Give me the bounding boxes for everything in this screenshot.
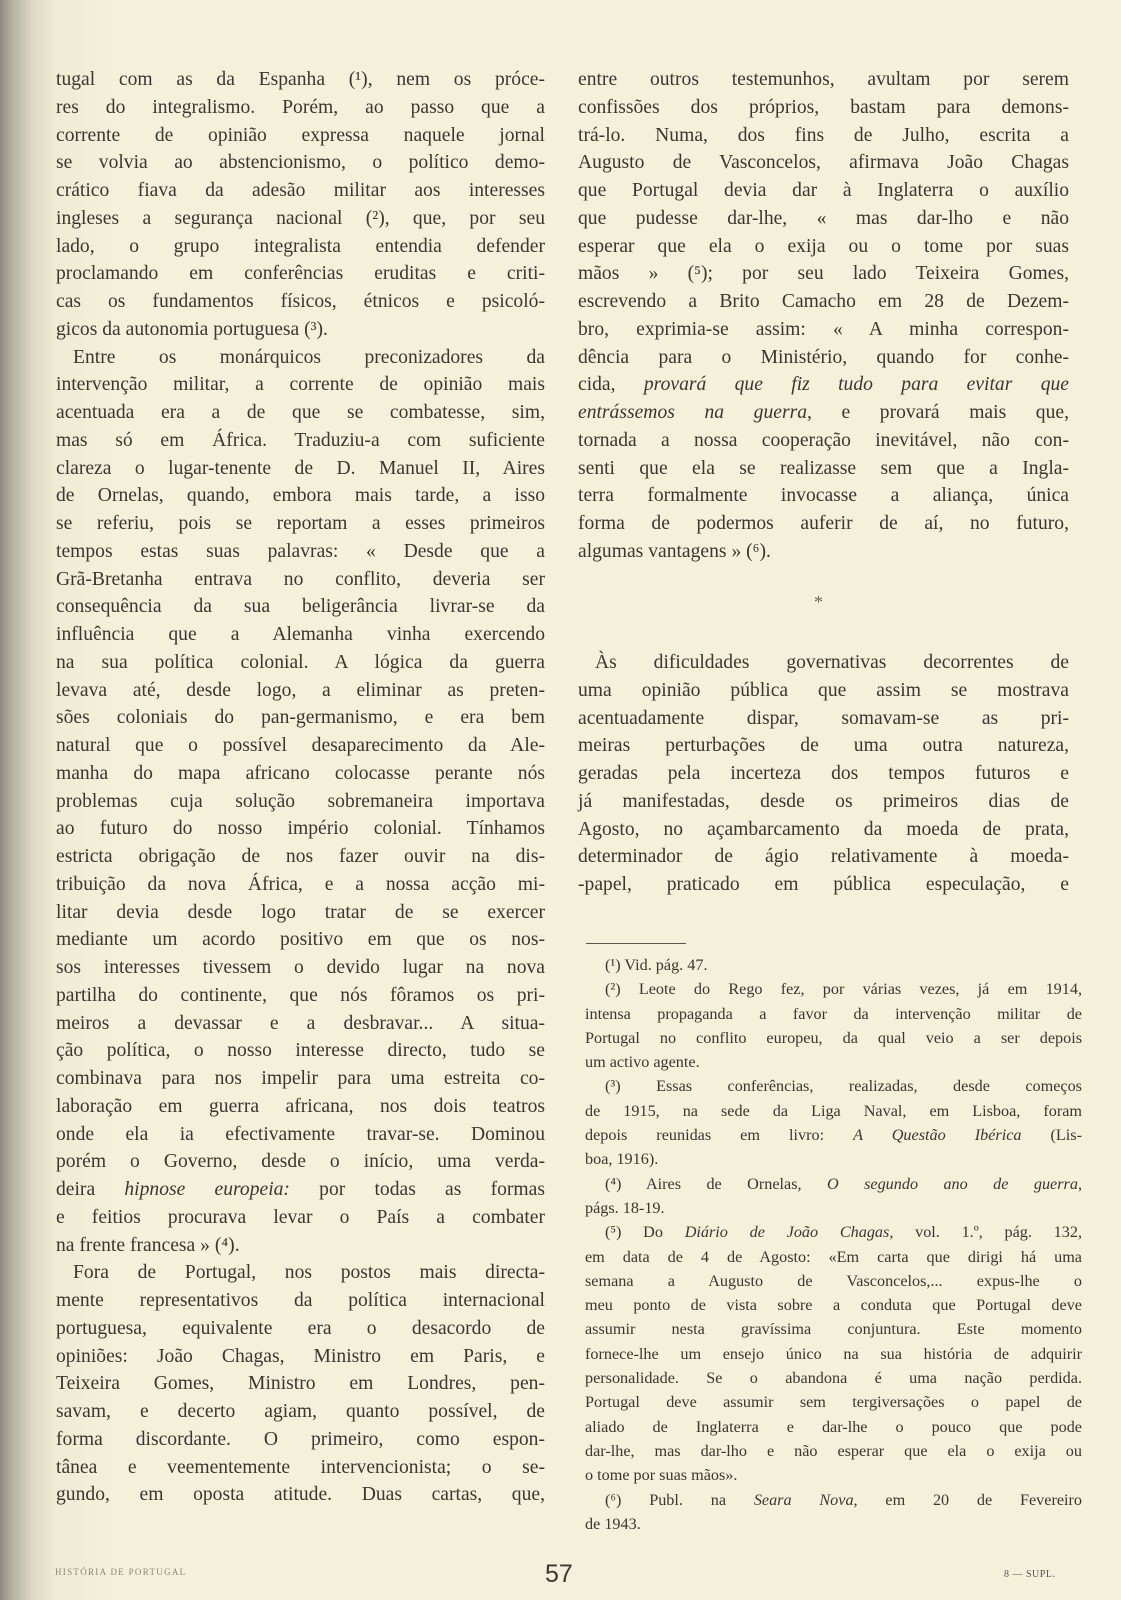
- italic-text: Diário de João Chagas: [684, 1223, 890, 1242]
- text-line: [585, 1172, 1082, 1196]
- text-line: geradas pela incerteza dos tempos futuros e: [578, 763, 1069, 784]
- text-line: tugal com as da Espanha (¹), nem os próce-: [56, 69, 545, 90]
- text-line: litar devia desde logo tratar de se exercer: [56, 901, 545, 923]
- text-line: mediante um acordo positivo em que os nos-: [56, 929, 545, 951]
- text-line: tempos estas suas palavras: « Desde que a: [56, 540, 545, 562]
- running-footer-title: HISTÓRIA DE PORTUGAL: [55, 1567, 187, 1577]
- text-line: de 1943.: [585, 1514, 641, 1533]
- text-line: gicos da autonomia portuguesa (³).: [56, 318, 328, 340]
- text-line: porém o Governo, desde o início, uma verda-: [56, 1151, 545, 1173]
- text-line: acentuadamente dispar, somavam-se as pri-: [578, 707, 1069, 729]
- text-line: manha do mapa africano colocasse perante nós: [56, 762, 545, 784]
- text-line: partilha do continente, que nós fôramos os pri-: [56, 984, 545, 1006]
- text-line: Portugal deve assumir sem tergiversações o papel de: [585, 1393, 1082, 1412]
- paragraph: [585, 1488, 1082, 1537]
- text-segment: cida,: [578, 374, 644, 396]
- text-line: influência que a Alemanha vinha exercendo: [56, 624, 545, 645]
- text-line: Portugal no conflito europeu, da qual veio a ser depois: [585, 1028, 1082, 1047]
- text-line: [585, 1488, 1082, 1512]
- text-line: corrente de opinião expressa naquele jornal: [56, 124, 545, 146]
- text-line: savam, e decerto agiam, quanto possível, de: [56, 1401, 545, 1422]
- text-line: intensa propaganda a favor da intervenção militar de: [585, 1004, 1082, 1023]
- text-line: entre outros testemunhos, avultam por serem: [578, 69, 1069, 90]
- text-segment: , vol. 1.º, pág. 132,: [889, 1223, 1083, 1242]
- text-line: meu ponto de vista sobre a conduta que Portugal deve: [585, 1296, 1082, 1315]
- text-line: onde ela ia efectivamente travar-se. Dominou: [56, 1123, 545, 1145]
- text-line: ção política, o nosso interesse directo, tudo se: [56, 1040, 545, 1062]
- text-line: [56, 1176, 545, 1204]
- text-line: Augusto de Vasconcelos, afirmava João Chagas: [578, 152, 1069, 174]
- text-line: [578, 371, 1069, 399]
- text-line: um activo agente.: [585, 1053, 700, 1072]
- text-segment: (⁶) Publ. na: [605, 1490, 754, 1509]
- text-line: (²) Leote do Rego fez, por várias vezes, já em 1914,: [605, 980, 1082, 999]
- text-line: sões coloniais do pan-germanismo, e era bem: [56, 707, 545, 729]
- text-line: confissões dos próprios, bastam para demons-: [578, 96, 1069, 118]
- text-line: semana a Augusto de Vasconcelos,... expus-lhe o: [585, 1271, 1082, 1290]
- italic-text: entrássemos na guerra,: [578, 402, 812, 423]
- right-column-bottom: [578, 649, 1069, 899]
- text-line: lado, o grupo integralista entendia defender: [56, 235, 545, 257]
- text-line: mente representativos da política internacional: [56, 1290, 545, 1311]
- text-line: mãos » (⁵); por seu lado Teixeira Gomes,: [578, 263, 1069, 285]
- text-line: problemas cuja solução sobremaneira importava: [56, 790, 545, 812]
- text-line: escrevendo a Brito Camacho em 28 de Dezem-: [578, 291, 1069, 312]
- text-line: Agosto, no açambarcamento da moeda de prata,: [578, 818, 1069, 840]
- paragraph: [585, 1074, 1082, 1171]
- paragraph: [578, 649, 1069, 899]
- text-line: aliado de Inglaterra e dar-lhe o pouco que pode: [585, 1417, 1082, 1436]
- text-line: determinador de ágio relativamente à moeda-: [578, 846, 1069, 868]
- text-line: portuguesa, equivalente era o desacordo de: [56, 1317, 545, 1339]
- text-segment: ,: [1077, 1174, 1082, 1193]
- text-line: Grã-Bretanha entrava no conflito, deveria ser: [56, 568, 545, 590]
- text-segment: deira: [56, 1179, 125, 1200]
- text-line: bro, exprimia-se assim: « A minha correspon-: [578, 318, 1069, 340]
- paragraph: [585, 1220, 1082, 1487]
- text-line: esperar que ela o exija ou o tome por suas: [578, 235, 1069, 257]
- signature-mark: 8 — SUPL.: [1004, 1569, 1056, 1580]
- text-line: que pudesse dar-lhe, « mas dar-lho e não: [578, 207, 1069, 229]
- paragraph: [578, 66, 1069, 566]
- text-segment: (Lis-: [1021, 1126, 1082, 1145]
- text-segment: depois reunidas em livro:: [585, 1126, 854, 1145]
- text-line: na sua política colonial. A lógica da guerra: [56, 651, 545, 673]
- text-line: meiras perturbações de uma outra natureza,: [578, 735, 1069, 757]
- text-line: págs. 18-19.: [585, 1198, 665, 1217]
- text-line: personalidade. Se o abandona é uma nação perdida.: [585, 1369, 1082, 1388]
- text-line: tornada a nossa cooperação inevitável, não con-: [578, 429, 1069, 451]
- text-line: [578, 399, 1069, 427]
- text-line: tânea e veementemente intervencionista; o se-: [56, 1456, 545, 1478]
- text-line: cas os fundamentos físicos, étnicos e psicoló-: [56, 291, 545, 312]
- text-line: crático fiava da adesão militar aos interesses: [56, 180, 545, 201]
- text-line: e feitios procurava levar o País a combater: [56, 1206, 545, 1228]
- text-line: [585, 1220, 1082, 1244]
- text-line: na frente francesa » (⁴).: [56, 1234, 240, 1256]
- paragraph: [585, 977, 1082, 1074]
- text-line: forma de podermos auferir de aí, no futuro,: [578, 513, 1069, 534]
- page-number: 57: [545, 1560, 573, 1588]
- text-line: uma opinião pública que assim se mostrava: [578, 679, 1069, 701]
- text-line: gundo, em oposta atitude. Duas cartas, que,: [56, 1484, 545, 1506]
- text-line: mas só em África. Traduziu-a com suficiente: [56, 429, 545, 451]
- text-line: em data de 4 de Agosto: «Em carta que dirigi há uma: [585, 1247, 1082, 1266]
- italic-text: A Questão Ibérica: [853, 1126, 1022, 1145]
- text-segment: (⁴) Aires de Ornelas,: [605, 1174, 827, 1193]
- text-line: Fora de Portugal, nos postos mais directa-: [73, 1262, 545, 1284]
- text-line: laboração em guerra africana, nos dois teatros: [56, 1095, 545, 1117]
- text-line: sos interesses tivessem o devido lugar na nova: [56, 957, 545, 978]
- paragraph: [585, 1172, 1082, 1221]
- text-segment: , em 20 de Fevereiro: [853, 1490, 1083, 1509]
- text-line: se volvia ao abstencionismo, o político demo-: [56, 152, 545, 174]
- text-line: acentuada era a de que se combatesse, sim,: [56, 402, 545, 423]
- text-line: Às dificuldades governativas decorrentes de: [595, 652, 1069, 673]
- text-line: proclamando em conferências eruditas e criti-: [56, 263, 545, 285]
- text-line: assumir nesta gravíssima conjuntura. Este momento: [585, 1320, 1082, 1339]
- section-break-asterisk: *: [814, 592, 823, 612]
- text-line: combinava para nos impelir para uma estreita co-: [56, 1068, 545, 1089]
- text-line: tribuição da nova África, e a nossa acção mi-: [56, 873, 545, 895]
- footnote-divider: [586, 943, 686, 944]
- italic-text: Seara Nova: [753, 1490, 854, 1509]
- text-line: levava até, desde logo, a eliminar as preten-: [56, 679, 545, 701]
- left-column: [56, 66, 545, 1509]
- text-segment: e provará mais que,: [811, 402, 1069, 423]
- text-line: (¹) Vid. pág. 47.: [605, 956, 708, 974]
- text-line: Teixeira Gomes, Ministro em Londres, pen-: [56, 1373, 545, 1395]
- text-line: de Ornelas, quando, embora mais tarde, a isso: [56, 485, 545, 507]
- footnotes: [585, 953, 1082, 1536]
- text-line: senti que ela se realizasse sem que a Ingla-: [578, 457, 1069, 479]
- text-line: meiros a devassar e a desbravar... A situa-: [56, 1012, 545, 1034]
- text-line: de 1915, na sede da Liga Naval, em Lisboa, foram: [585, 1101, 1082, 1120]
- text-line: opiniões: João Chagas, Ministro em Paris, e: [56, 1345, 545, 1367]
- text-line: terra formalmente invocasse a aliança, única: [578, 485, 1069, 507]
- text-line: Entre os monárquicos preconizadores da: [73, 346, 545, 368]
- text-line: dência para o Ministério, quando for conhe-: [578, 346, 1069, 368]
- paragraph: [585, 953, 1082, 977]
- text-line: se referiu, pois se reportam a esses primeiros: [56, 513, 545, 534]
- text-segment: (⁵) Do: [605, 1223, 685, 1242]
- text-line: fornece-lhe um ensejo único na sua história de adquirir: [585, 1344, 1082, 1363]
- text-line: boa, 1916).: [585, 1150, 659, 1169]
- text-line: que Portugal devia dar à Inglaterra o auxílio: [578, 180, 1069, 201]
- italic-text: O segundo ano de guerra: [826, 1174, 1078, 1193]
- text-line: forma discordante. O primeiro, como espon-: [56, 1428, 545, 1450]
- text-line: já manifestadas, desde os primeiros dias de: [578, 790, 1069, 812]
- paragraph: [56, 66, 545, 344]
- text-line: res do integralismo. Porém, ao passo que a: [56, 96, 545, 118]
- text-line: algumas vantagens » (⁶).: [578, 540, 771, 562]
- text-line: dar-lhe, mas dar-lho e não esperar que ela o exija ou: [585, 1441, 1082, 1460]
- text-line: [585, 1123, 1082, 1147]
- text-segment: por todas as formas: [289, 1179, 545, 1200]
- text-line: estricta obrigação de nos fazer ouvir na dis-: [56, 846, 545, 867]
- right-column-top: [578, 66, 1069, 566]
- text-line: clareza o lugar-tenente de D. Manuel II, Aires: [56, 457, 545, 479]
- italic-text: provará que fiz tudo para evitar que: [643, 374, 1069, 396]
- italic-text: hipnose europeia:: [124, 1179, 290, 1200]
- paragraph: [56, 344, 545, 1260]
- text-line: ingleses a segurança nacional (²), que, por seu: [56, 207, 545, 229]
- text-line: consequência da sua beligerância livrar-se da: [56, 596, 545, 618]
- text-line: natural que o possível desaparecimento da Ale-: [56, 735, 545, 756]
- text-line: ao futuro do nosso império colonial. Tínhamos: [56, 818, 545, 840]
- text-line: trá-lo. Numa, dos fins de Julho, escrita a: [578, 124, 1069, 146]
- text-line: -papel, praticado em pública especulação, e: [578, 874, 1069, 895]
- text-line: (³) Essas conferências, realizadas, desde começos: [605, 1077, 1082, 1096]
- text-line: intervenção militar, a corrente de opinião mais: [56, 374, 545, 396]
- paragraph: [56, 1259, 545, 1509]
- text-line: o tome por suas mãos».: [585, 1466, 738, 1485]
